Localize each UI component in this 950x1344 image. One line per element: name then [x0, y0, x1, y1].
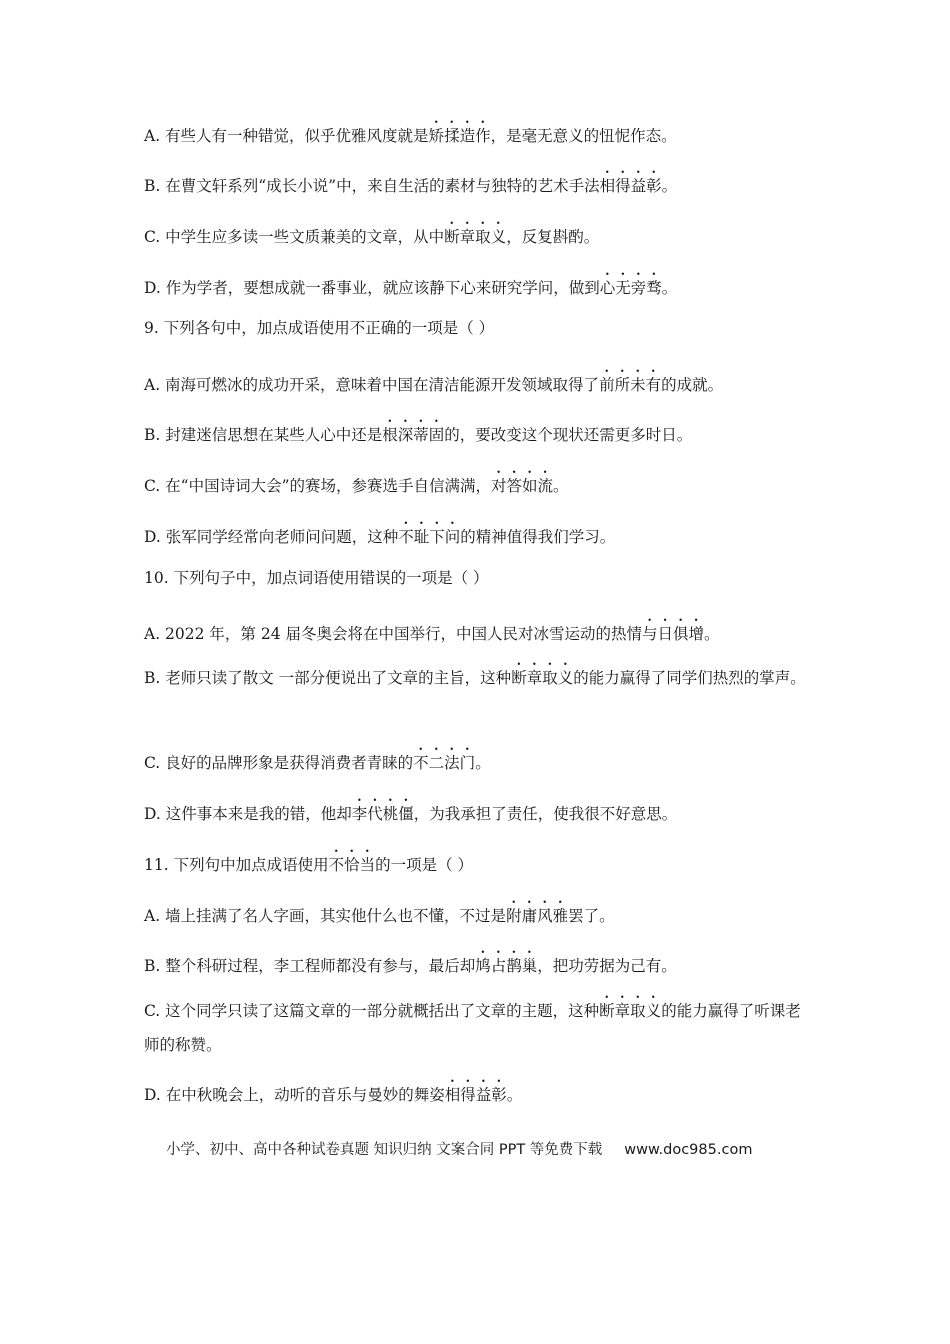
emphasized-idiom: 相得益彰: [599, 177, 662, 195]
text-segment: ，把功劳据为己有。: [537, 957, 677, 975]
emphasized-idiom: 附庸风雅: [506, 907, 569, 925]
option-line: [144, 898, 814, 926]
option-line: [144, 796, 814, 824]
text-segment: 。: [506, 1086, 523, 1104]
text-segment: 的成就。: [661, 376, 724, 394]
text-segment: 的精神值得我们学习。: [460, 528, 616, 546]
text-segment: ，是毫无意义的忸怩作态。: [490, 127, 677, 145]
text-segment: D. 作为学者，要想成就一番事业，就应该静下心来研究学问，做到: [144, 279, 600, 297]
text-segment: C. 这个同学只读了这篇文章的一部分就概括出了文章的主题，这种: [144, 1002, 600, 1020]
option-line: [144, 993, 814, 1062]
text-segment: ，为我承担了责任，使我很不好意思。: [413, 805, 678, 823]
emphasized-idiom: 根深蒂固: [382, 426, 445, 444]
text-segment: D. 这件事本来是我的错，他却: [144, 805, 352, 823]
option-line: [144, 168, 814, 196]
text-segment: 9. 下列各句中，加点成语使用不正确的一项是（ ）: [144, 319, 495, 337]
emphasized-idiom: 鸠占鹊巢: [475, 957, 538, 975]
question-title: [144, 568, 814, 588]
text-segment: 。: [704, 625, 720, 643]
text-segment: B. 封建迷信思想在某些人心中还是: [144, 426, 383, 444]
emphasized-idiom: 不二法门: [413, 754, 476, 772]
option-line: [144, 660, 814, 695]
emphasized-idiom: 相得益彰: [444, 1086, 507, 1104]
text-segment: 10. 下列句子中，加点词语使用错误的一项是（ ）: [144, 569, 489, 587]
emphasized-word: 不恰当: [328, 856, 376, 874]
text-segment: A. 2022 年，第 24 届冬奥会将在中国举行，中国人民对冰雪运动的热情: [144, 625, 643, 643]
text-segment: 。: [475, 754, 491, 772]
emphasized-idiom: 对答如流: [491, 477, 554, 495]
footer-text: 小学、初中、高中各种试卷真题 知识归纳 文案合同 PPT 等免费下载: [166, 1142, 603, 1158]
text-segment: 的一项是（ ）: [375, 856, 474, 874]
emphasized-idiom: 心无旁骛: [599, 279, 662, 297]
option-line: [144, 219, 814, 247]
text-segment: B. 在曹文轩系列“成长小说”中，来自生活的素材与独特的艺术手法: [144, 177, 600, 195]
text-segment: 。: [553, 477, 569, 495]
emphasized-idiom: 前所未有: [599, 376, 662, 394]
text-segment: C. 中学生应多读一些文质兼美的文章，从中: [144, 228, 445, 246]
text-segment: C. 良好的品牌形象是获得消费者青睐的: [144, 754, 414, 772]
option-line: [144, 948, 814, 976]
page-footer: [166, 1138, 752, 1159]
footer-link[interactable]: www.doc985.com: [624, 1142, 753, 1158]
emphasized-idiom: 矫揉造作: [428, 127, 491, 145]
option-line: [144, 367, 814, 395]
text-segment: 的能力赢得了同学们热烈的掌声。: [573, 669, 806, 687]
question-title: [144, 847, 814, 875]
emphasized-idiom: 不耻下问: [398, 528, 461, 546]
question-title: [144, 318, 814, 338]
text-segment: B. 整个科研过程，李工程师都没有参与，最后却: [144, 957, 476, 975]
text-segment: 的能力赢得了听课老师的称赞。: [144, 1002, 801, 1054]
text-segment: A. 墙上挂满了名人字画，其实他什么也不懂，不过是: [144, 907, 507, 925]
text-segment: 。: [661, 177, 678, 195]
option-line: [144, 745, 814, 773]
option-line: [144, 1077, 814, 1105]
emphasized-idiom: 断章取义: [444, 228, 507, 246]
emphasized-idiom: 与日俱增: [642, 625, 705, 643]
text-segment: 11. 下列句中加点成语使用: [144, 856, 329, 874]
option-line: [144, 118, 814, 146]
text-segment: C. 在“中国诗词大会”的赛场，参赛选手自信满满，: [144, 477, 492, 495]
option-line: [144, 417, 814, 445]
text-segment: D. 张军同学经常向老师问问题，这种: [144, 528, 399, 546]
option-line: [144, 270, 814, 298]
option-line: [144, 468, 814, 496]
text-segment: D. 在中秋晚会上，动听的音乐与曼妙的舞姿: [144, 1086, 445, 1104]
text-segment: 的，要改变这个现状还需更多时日。: [444, 426, 693, 444]
text-segment: ，反复斟酌。: [506, 228, 600, 246]
emphasized-idiom: 断章取义: [511, 669, 574, 687]
option-line: [144, 616, 814, 644]
emphasized-idiom: 断章取义: [599, 1002, 662, 1020]
text-segment: B. 老师只读了散文 一部分便说出了文章的主旨，这种: [144, 669, 512, 687]
text-segment: A. 南海可燃冰的成功开采，意味着中国在清洁能源开发领域取得了: [144, 376, 600, 394]
text-segment: A. 有些人有一种错觉，似乎优雅风度就是: [144, 127, 429, 145]
text-segment: 罢了。: [568, 907, 615, 925]
text-segment: 。: [661, 279, 678, 297]
emphasized-idiom: 李代桃僵: [351, 805, 414, 823]
option-line: [144, 519, 814, 547]
